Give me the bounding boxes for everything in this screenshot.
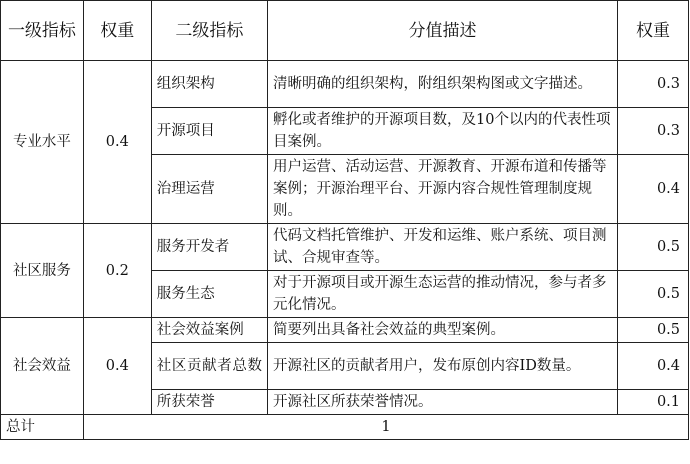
level2-name: 组织架构	[151, 61, 267, 108]
level1-weight: 0.2	[83, 224, 151, 318]
level1-weight: 0.4	[83, 318, 151, 415]
header-weight1: 权重	[83, 1, 151, 61]
header-row	[1, 1, 689, 61]
total-row	[1, 415, 689, 440]
level2-description: 代码文档托管维护、开发和运维、账户系统、项目测试、合规审查等。	[268, 224, 618, 271]
table-row	[1, 61, 689, 108]
header-weight2: 权重	[617, 1, 688, 61]
level2-description: 清晰明确的组织架构，附组织架构图或文字描述。	[268, 61, 618, 108]
level2-description: 孵化或者维护的开源项目数，及10个以内的代表性项目案例。	[268, 108, 618, 155]
level2-name: 服务开发者	[151, 224, 267, 271]
level1-name: 社区服务	[1, 224, 84, 318]
header-level1: 一级指标	[1, 1, 84, 61]
level1-weight: 0.4	[83, 61, 151, 224]
total-label: 总计	[1, 415, 84, 440]
level2-name: 开源项目	[151, 108, 267, 155]
level2-weight: 0.5	[617, 318, 688, 343]
level2-name: 社会效益案例	[151, 318, 267, 343]
level2-weight: 0.4	[617, 155, 688, 224]
level2-name: 社区贡献者总数	[151, 343, 267, 390]
level2-name: 服务生态	[151, 271, 267, 318]
level1-name: 社会效益	[1, 318, 84, 415]
level2-description: 开源社区所获荣誉情况。	[268, 390, 618, 415]
level2-description: 对于开源项目或开源生态运营的推动情况，参与者多元化情况。	[268, 271, 618, 318]
header-level2: 二级指标	[151, 1, 267, 61]
level2-weight: 0.4	[617, 343, 688, 390]
level2-description: 简要列出具备社会效益的典型案例。	[268, 318, 618, 343]
level2-description: 开源社区的贡献者用户，发布原创内容ID数量。	[268, 343, 618, 390]
level2-description: 用户运营、活动运营、开源教育、开源布道和传播等案例；开源治理平台、开源内容合规性管理制度规则。	[268, 155, 618, 224]
level2-weight: 0.3	[617, 108, 688, 155]
header-description: 分值描述	[268, 1, 618, 61]
total-value: 1	[83, 415, 688, 440]
table-row	[1, 318, 689, 343]
level2-weight: 0.3	[617, 61, 688, 108]
level2-weight: 0.1	[617, 390, 688, 415]
level2-weight: 0.5	[617, 224, 688, 271]
level1-name: 专业水平	[1, 61, 84, 224]
level2-name: 所获荣誉	[151, 390, 267, 415]
level2-weight: 0.5	[617, 271, 688, 318]
table-row	[1, 224, 689, 271]
level2-name: 治理运营	[151, 155, 267, 224]
